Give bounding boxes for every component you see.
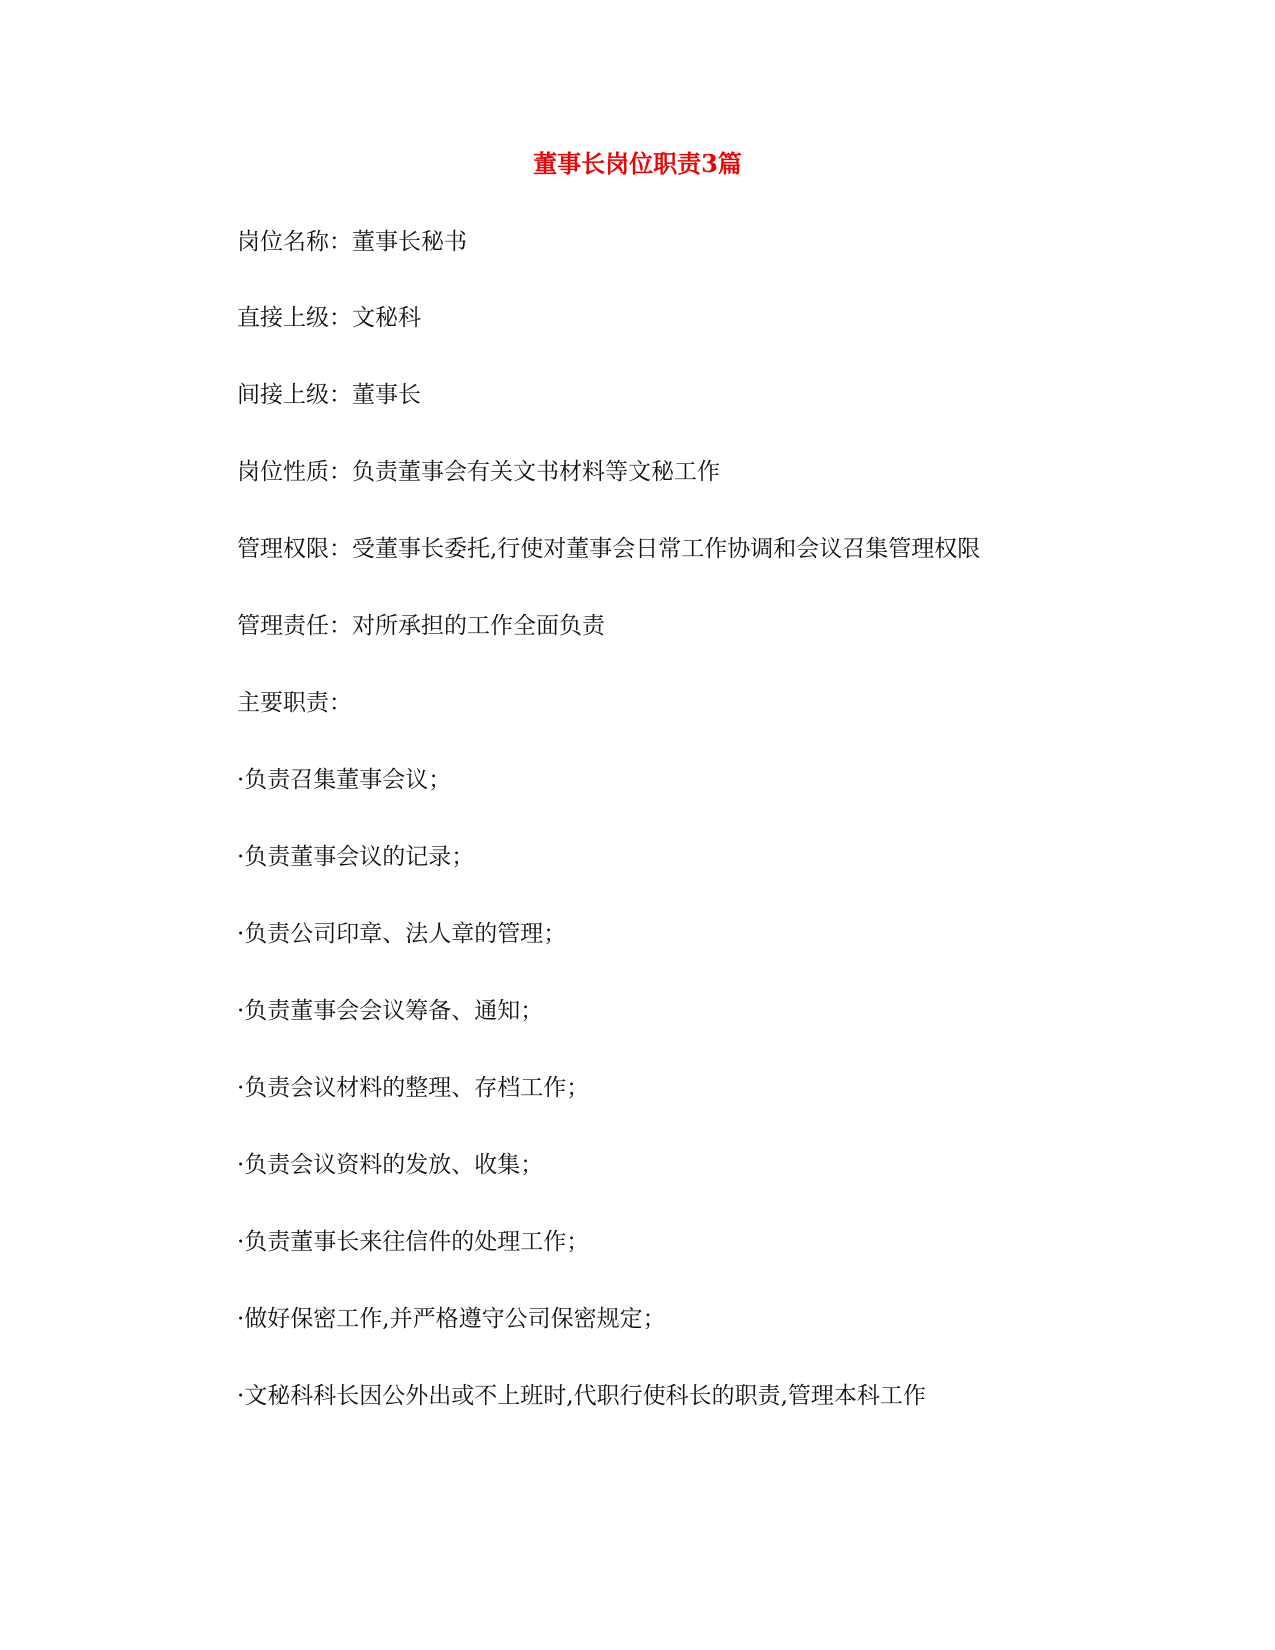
field-indirect-superior: 间接上级：董事长 xyxy=(237,382,421,408)
duty-list-item: ·文秘科科长因公外出或不上班时,代职行使科长的职责,管理本科工作 xyxy=(237,1383,926,1409)
field-management-responsibility: 管理责任：对所承担的工作全面负责 xyxy=(237,613,605,639)
duty-list-item: ·负责会议资料的发放、收集； xyxy=(237,1152,544,1178)
duty-list-item: ·做好保密工作,并严格遵守公司保密规定； xyxy=(237,1306,666,1332)
duty-list-item: ·负责董事长来往信件的处理工作； xyxy=(237,1229,590,1255)
field-position-nature: 岗位性质：负责董事会有关文书材料等文秘工作 xyxy=(237,459,720,485)
duty-list-item: ·负责会议材料的整理、存档工作； xyxy=(237,1075,590,1101)
field-management-authority: 管理权限：受董事长委托,行使对董事会日常工作协调和会议召集管理权限 xyxy=(237,536,981,562)
document-title: 董事长岗位职责3篇 xyxy=(533,149,742,178)
duty-list-item: ·负责董事会会议筹备、通知； xyxy=(237,998,544,1024)
field-direct-superior: 直接上级：文秘科 xyxy=(237,305,421,331)
field-position-name: 岗位名称：董事长秘书 xyxy=(237,229,467,255)
duty-list-item: ·负责召集董事会议； xyxy=(237,767,452,793)
duty-list-item: ·负责董事会议的记录； xyxy=(237,844,475,870)
duty-list-item: ·负责公司印章、法人章的管理； xyxy=(237,921,567,947)
section-heading-main-duties: 主要职责： xyxy=(237,690,352,716)
